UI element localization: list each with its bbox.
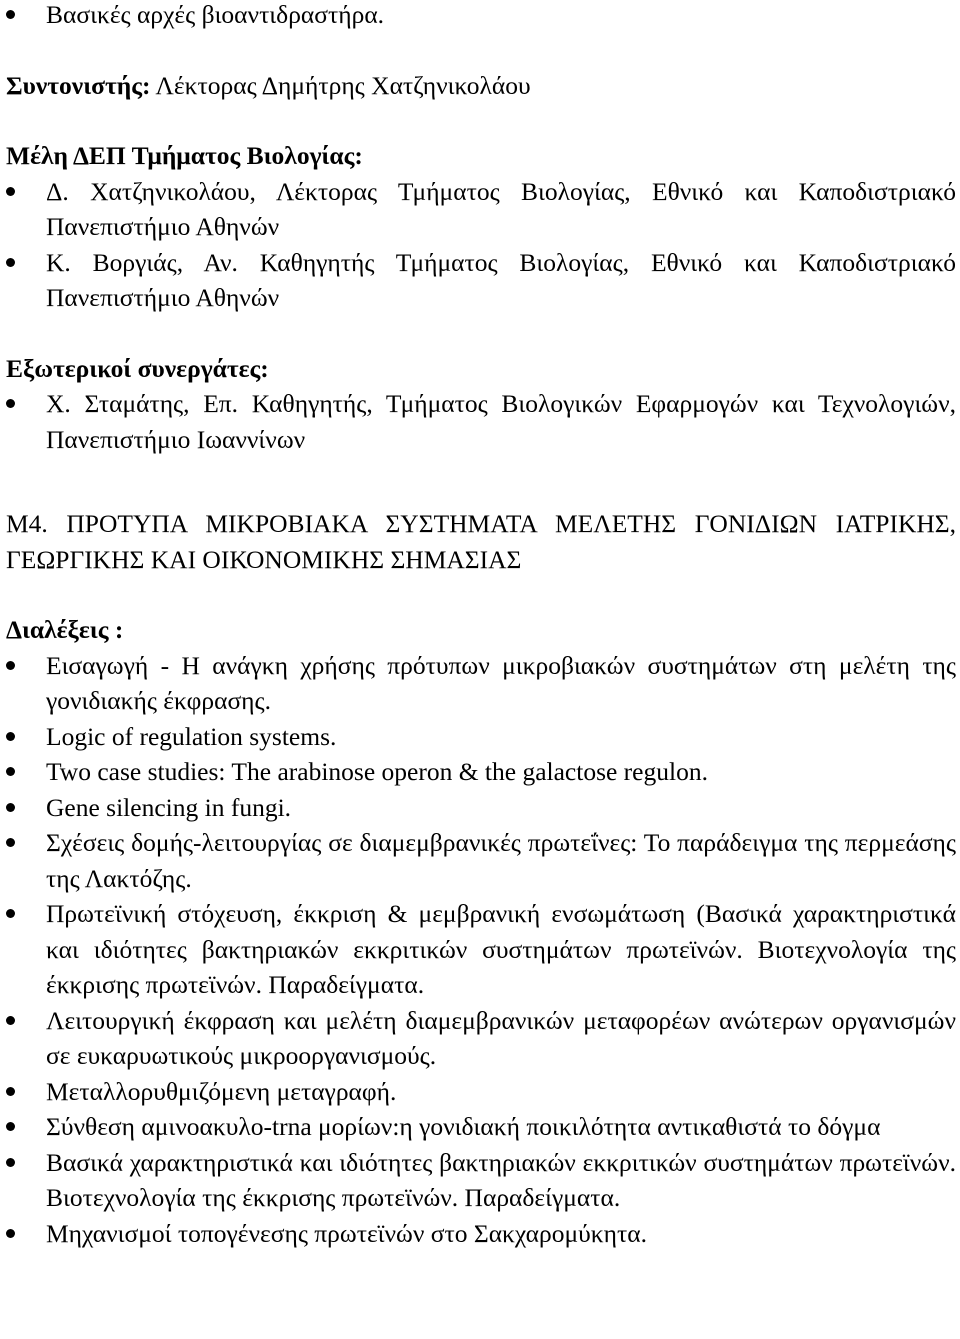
lecture-item: Εισαγωγή - Η ανάγκη χρήσης πρότυπων μικροβιακών συστημάτων στη μελέτη της γονιδιακής έκφρασης. [0, 648, 960, 719]
member-item: Κ. Βοργιάς, Αν. Καθηγητής Τμήματος Βιολογίας, Εθνικό και Καποδιστριακό Πανεπιστήμιο Αθηνών [0, 245, 960, 316]
external-heading: Εξωτερικοί συνεργάτες: [6, 353, 269, 383]
list-item: Βασικές αρχές βιοαντιδραστήρα. [0, 0, 960, 33]
external-item: Χ. Σταμάτης, Επ. Καθηγητής, Τμήματος Βιολογικών Εφαρμογών και Τεχνολογιών, Πανεπιστήμιο Ιωαννίνων [0, 386, 960, 457]
lecture-item: Βασικά χαρακτηριστικά και ιδιότητες βακτηριακών εκκριτικών συστημάτων πρωτεϊνών. Βιοτεχνολογία της έκκρισης πρωτεϊνών. Παραδείγματα. [0, 1145, 960, 1216]
lecture-item: Two case studies: The arabinose operon & the galactose regulon. [0, 754, 960, 790]
coordinator-name: Λέκτορας Δημήτρης Χατζηνικολάου [150, 70, 531, 100]
members-heading: Μέλη ΔΕΠ Τμήματος Βιολογίας: [6, 141, 363, 170]
lecture-item: Σύνθεση αμινοακυλο-trna μορίων:η γονιδιακή ποικιλότητα αντικαθιστά το δόγμα [0, 1109, 960, 1145]
module-title: Μ4. ΠΡΟΤΥΠΑ ΜΙΚΡΟΒΙΑΚΑ ΣΥΣΤΗΜΑΤΑ ΜΕΛΕΤΗΣ ΓΟΝΙΔΙΩΝ ΙΑΤΡΙΚΗΣ, ΓΕΩΡΓΙΚΗΣ ΚΑΙ ΟΙΚΟΝΟΜΙΚΗΣ ΣΗΜΑΣΙΑΣ [6, 509, 956, 574]
coordinator-label: Συντονιστής: [6, 70, 151, 100]
lecture-item: Μεταλλορυθμιζόμενη μεταγραφή. [0, 1074, 960, 1110]
member-item: Δ. Χατζηνικολάου, Λέκτορας Τμήματος Βιολογίας, Εθνικό και Καποδιστριακό Πανεπιστήμιο Αθηνών [0, 174, 960, 245]
lecture-item: Logic of regulation systems. [0, 719, 960, 755]
lecture-item: Σχέσεις δομής-λειτουργίας σε διαμεμβρανικές πρωτεΐνες: Το παράδειγμα της περμεάσης της Λακτόζης. [0, 825, 960, 896]
lectures-heading: Διαλέξεις : [6, 615, 124, 644]
lecture-item: Gene silencing in fungi. [0, 790, 960, 826]
lecture-item: Μηχανισμοί τοπογένεσης πρωτεϊνών στο Σακχαρομύκητα. [0, 1216, 960, 1252]
lecture-item: Πρωτεϊνική στόχευση, έκκριση & μεμβρανική ενσωμάτωση (Βασικά χαρακτηριστικά και ιδιότητες βακτηριακών εκκριτικών συστημάτων πρωτεϊνών. Βιοτεχνολογία της έκκρισης πρωτεϊνών. Παραδείγματα. [0, 896, 960, 1003]
coordinator-line [0, 68, 960, 104]
lecture-item: Λειτουργική έκφραση και μελέτη διαμεμβρανικών μεταφορέων ανώτερων οργανισμών σε ευκαρυωτικούς μικροοργανισμούς. [0, 1003, 960, 1074]
